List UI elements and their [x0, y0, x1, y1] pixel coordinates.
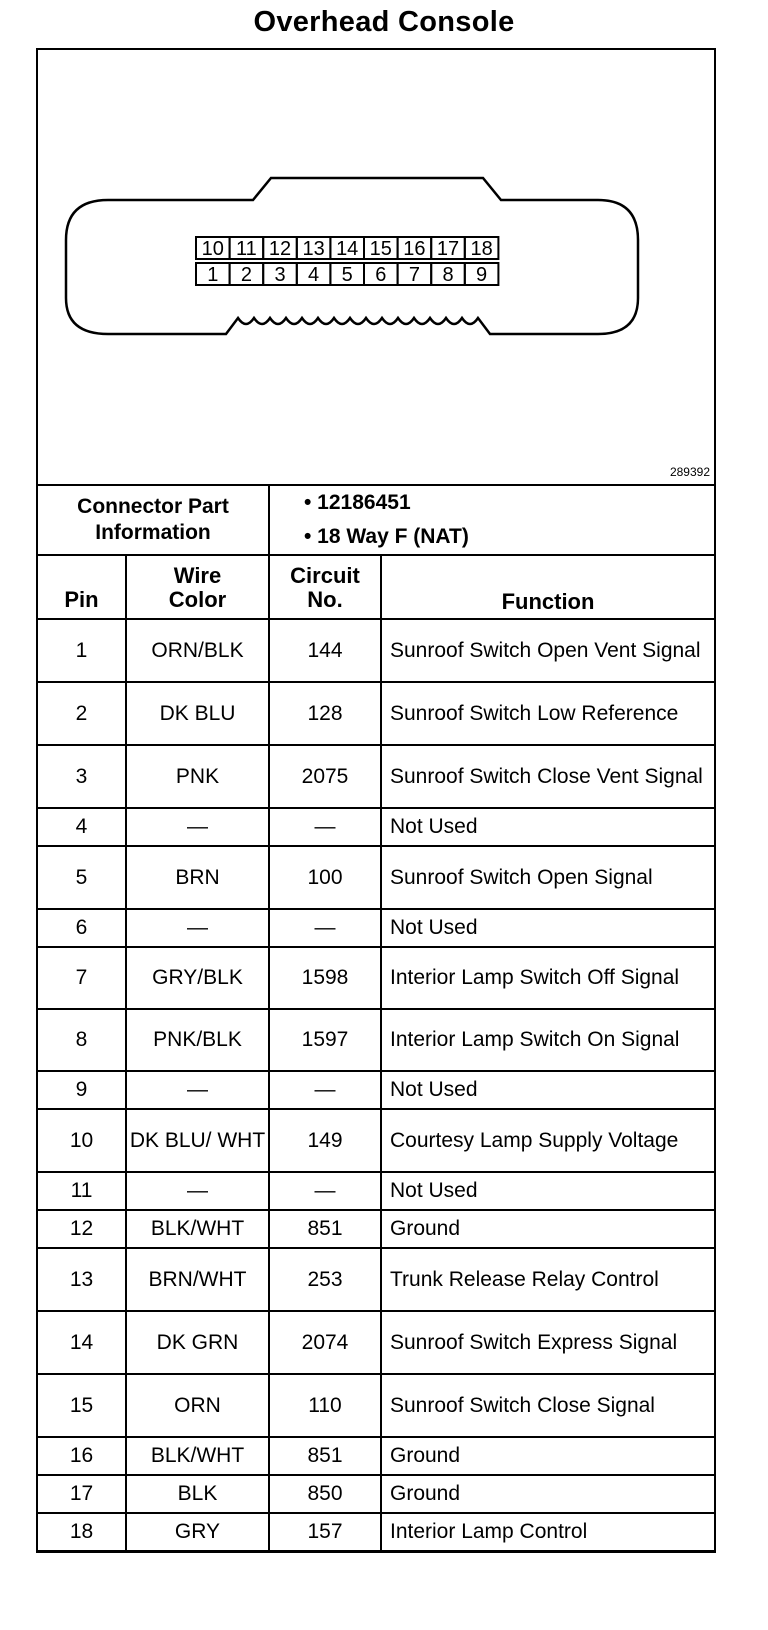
pin-cell: 9	[37, 1071, 126, 1109]
pin-cavity-label: 11	[236, 238, 257, 260]
wire-color-cell: GRY	[126, 1513, 269, 1551]
pin-cavity-label: 5	[341, 264, 353, 286]
wire-color-cell: BRN/WHT	[126, 1248, 269, 1311]
connector-type: • 18 Way F (NAT)	[304, 525, 469, 548]
function-cell: Ground	[381, 1437, 715, 1475]
wire-color-cell: —	[126, 808, 269, 846]
pin-cell: 14	[37, 1311, 126, 1374]
part-number: • 12186451	[304, 491, 411, 514]
table-row	[37, 1437, 715, 1475]
pin-cell: 15	[37, 1374, 126, 1437]
pin-cavity-label: 16	[403, 238, 426, 260]
wire-color-cell: GRY/BLK	[126, 947, 269, 1009]
function-cell: Not Used	[381, 808, 715, 846]
table-row	[37, 745, 715, 808]
circuit-cell: —	[269, 808, 381, 846]
pin-cell: 7	[37, 947, 126, 1009]
function-cell: Sunroof Switch Close Signal	[381, 1374, 715, 1437]
table-row	[37, 1248, 715, 1311]
table-row	[37, 682, 715, 745]
pin-cell: 11	[37, 1172, 126, 1210]
pin-cavity-label: 10	[201, 238, 224, 260]
circuit-cell: 2074	[269, 1311, 381, 1374]
circuit-cell: 110	[269, 1374, 381, 1437]
pin-cavity-label: 15	[369, 238, 392, 260]
pin-cell: 2	[37, 682, 126, 745]
function-header: Function	[381, 555, 715, 619]
circuit-cell: 851	[269, 1437, 381, 1475]
pin-cell: 18	[37, 1513, 126, 1551]
table-row	[37, 947, 715, 1009]
part-info-label: Connector Part Information	[37, 485, 269, 555]
circuit-cell: —	[269, 1071, 381, 1109]
pin-cell: 1	[37, 619, 126, 682]
function-cell: Interior Lamp Switch Off Signal	[381, 947, 715, 1009]
connector-chart	[36, 48, 716, 1553]
figure-number: 289392	[669, 465, 710, 479]
circuit-cell: 851	[269, 1210, 381, 1248]
circuit-cell: —	[269, 1172, 381, 1210]
page-title: Overhead Console	[253, 6, 515, 38]
circuit-cell: 157	[269, 1513, 381, 1551]
pin-cavity-label: 4	[308, 264, 320, 286]
wire-color-cell: BLK	[126, 1475, 269, 1513]
wire-color-cell: PNK	[126, 745, 269, 808]
function-cell: Trunk Release Relay Control	[381, 1248, 715, 1311]
function-cell: Sunroof Switch Open Signal	[381, 846, 715, 909]
table-row	[37, 1475, 715, 1513]
pin-cavity-label: 8	[442, 264, 454, 286]
wire-color-cell: ORN	[126, 1374, 269, 1437]
pinout-rows	[37, 619, 715, 1551]
circuit-cell: 253	[269, 1248, 381, 1311]
part-info-row	[37, 485, 715, 555]
table-row	[37, 1513, 715, 1551]
function-cell: Interior Lamp Switch On Signal	[381, 1009, 715, 1071]
wire-color-header: Wire Color	[126, 555, 269, 619]
part-info-values	[269, 485, 715, 555]
pin-cell: 12	[37, 1210, 126, 1248]
function-cell: Sunroof Switch Express Signal	[381, 1311, 715, 1374]
table-row	[37, 1311, 715, 1374]
table-row	[37, 619, 715, 682]
function-cell: Sunroof Switch Low Reference	[381, 682, 715, 745]
table-row	[37, 1374, 715, 1437]
pin-cell: 13	[37, 1248, 126, 1311]
circuit-cell: 850	[269, 1475, 381, 1513]
pin-header: Pin	[37, 555, 126, 619]
pin-cavity-grid	[196, 237, 498, 286]
pin-cell: 3	[37, 745, 126, 808]
pin-cavity-label: 12	[268, 238, 292, 260]
pin-cavity-label: 7	[408, 264, 420, 286]
wire-color-cell: BLK/WHT	[126, 1437, 269, 1475]
wire-color-cell: BRN	[126, 846, 269, 909]
pin-cavity-label: 1	[207, 264, 219, 286]
circuit-cell: 128	[269, 682, 381, 745]
function-cell: Not Used	[381, 1172, 715, 1210]
wire-color-cell: DK BLU	[126, 682, 269, 745]
connector-diagram	[38, 50, 714, 484]
pin-cavity-label: 9	[476, 264, 488, 286]
circuit-header: Circuit No.	[269, 555, 381, 619]
wire-color-cell: —	[126, 1172, 269, 1210]
pin-cavity-label: 17	[436, 238, 460, 260]
table-row	[37, 808, 715, 846]
pin-cavity-label: 14	[336, 238, 359, 260]
pin-cavity-label: 2	[240, 264, 252, 286]
pin-cell: 8	[37, 1009, 126, 1071]
function-cell: Interior Lamp Control	[381, 1513, 715, 1551]
pinout-table	[36, 484, 716, 1552]
table-row	[37, 1210, 715, 1248]
circuit-cell: 149	[269, 1109, 381, 1172]
function-cell: Courtesy Lamp Supply Voltage	[381, 1109, 715, 1172]
circuit-cell: 2075	[269, 745, 381, 808]
table-row	[37, 1172, 715, 1210]
pin-cell: 17	[37, 1475, 126, 1513]
function-cell: Ground	[381, 1475, 715, 1513]
wire-color-cell: —	[126, 909, 269, 947]
pin-cell: 4	[37, 808, 126, 846]
connector-face-drawing	[38, 50, 714, 484]
pin-cell: 10	[37, 1109, 126, 1172]
function-cell: Not Used	[381, 1071, 715, 1109]
wire-color-cell: ORN/BLK	[126, 619, 269, 682]
circuit-cell: 1598	[269, 947, 381, 1009]
table-row	[37, 846, 715, 909]
function-cell: Sunroof Switch Open Vent Signal	[381, 619, 715, 682]
function-cell: Ground	[381, 1210, 715, 1248]
wire-color-cell: —	[126, 1071, 269, 1109]
table-row	[37, 1109, 715, 1172]
circuit-cell: 144	[269, 619, 381, 682]
circuit-cell: —	[269, 909, 381, 947]
wire-color-cell: DK BLU/ WHT	[126, 1109, 269, 1172]
pin-cell: 16	[37, 1437, 126, 1475]
pin-cell: 6	[37, 909, 126, 947]
function-cell: Sunroof Switch Close Vent Signal	[381, 745, 715, 808]
column-header-row	[37, 555, 715, 619]
pin-cell: 5	[37, 846, 126, 909]
pin-cavity-label: 3	[274, 264, 286, 286]
table-row	[37, 1071, 715, 1109]
pin-cavity-label: 13	[302, 238, 325, 260]
wire-color-cell: PNK/BLK	[126, 1009, 269, 1071]
pin-cavity-label: 6	[375, 264, 387, 286]
table-row	[37, 909, 715, 947]
function-cell: Not Used	[381, 909, 715, 947]
wire-color-cell: DK GRN	[126, 1311, 269, 1374]
circuit-cell: 1597	[269, 1009, 381, 1071]
table-row	[37, 1009, 715, 1071]
circuit-cell: 100	[269, 846, 381, 909]
wire-color-cell: BLK/WHT	[126, 1210, 269, 1248]
pin-cavity-label: 18	[470, 238, 493, 260]
